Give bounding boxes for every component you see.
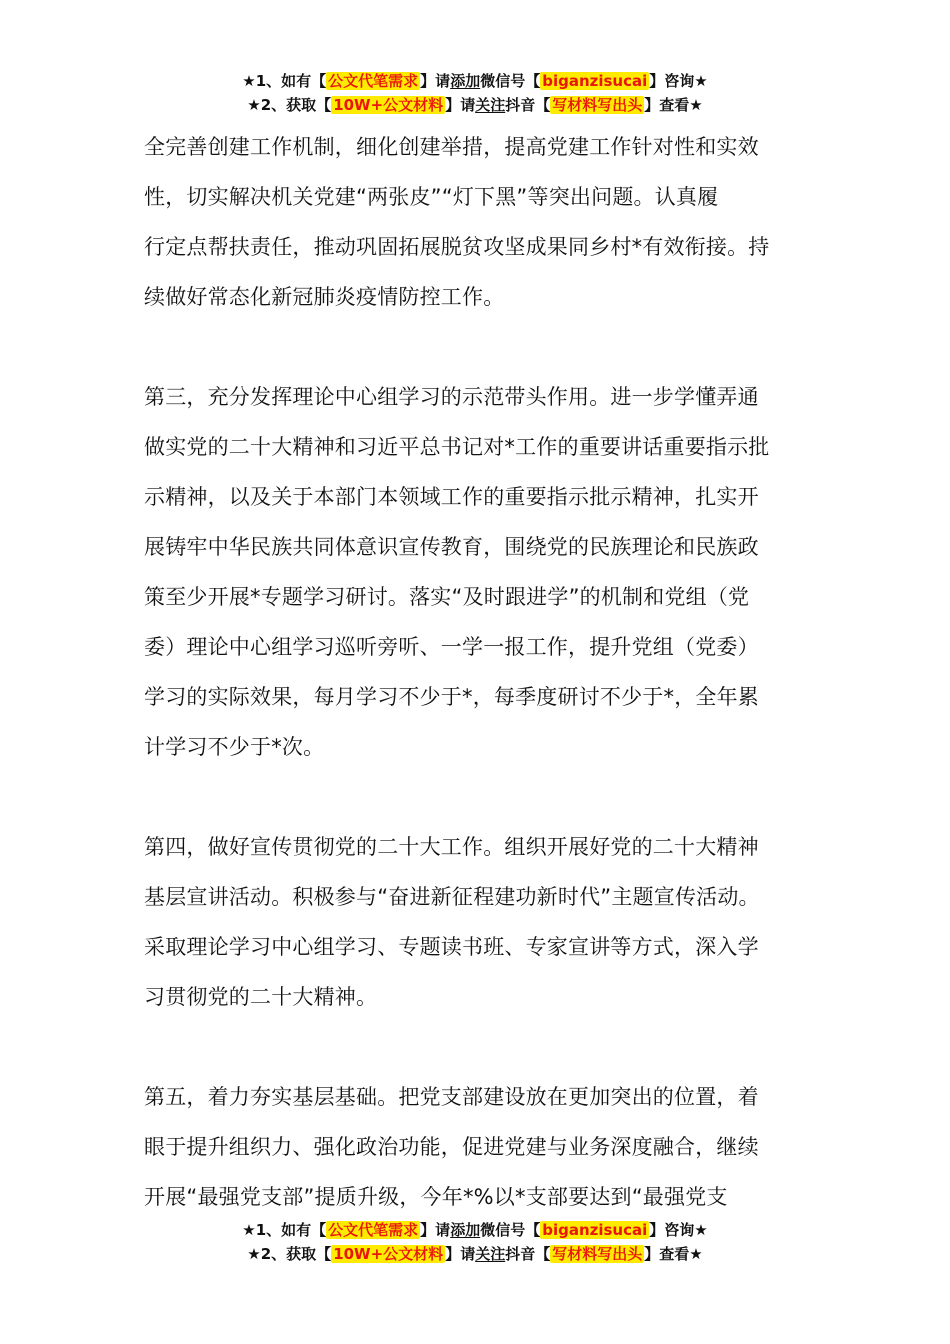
text-line: 示精神，以及关于本部门本领域工作的重要指示批示精神，扎实开 — [144, 485, 759, 509]
banner-line-2 — [0, 94, 950, 118]
paragraph-gap — [144, 322, 816, 372]
text-line: 第三，充分发挥理论中心组学习的示范带头作用。进一步学懂弄通 — [144, 385, 759, 409]
paragraph-gap — [144, 772, 816, 822]
text-line: 计学习不少于*次。 — [144, 735, 325, 759]
banner-text: 抖音【 — [505, 96, 551, 114]
highlight-wechat-id: biganzisucai — [542, 72, 648, 90]
text-line: 习贯彻党的二十大精神。 — [144, 985, 378, 1009]
banner-text: ★1、如有【 — [242, 1221, 327, 1239]
text-line: 展铸牢中华民族共同体意识宣传教育，围绕党的民族理论和民族政 — [144, 535, 759, 559]
text-line: 采取理论学习中心组学习、专题读书班、专家宣讲等方式，深入学 — [144, 935, 759, 959]
text-line: 开展“最强党支部”提质升级，今年*%以*支部要达到“最强党支 — [144, 1185, 728, 1209]
banner-text: 】咨询★ — [649, 72, 708, 90]
banner-line-2 — [0, 1243, 950, 1267]
text-line: 学习的实际效果，每月学习不少于*，每季度研讨不少于*，全年累 — [144, 685, 759, 709]
banner-text: 】请 — [445, 96, 476, 114]
text-line: 策至少开展*专题学习研讨。落实“及时跟进学”的机制和党组（党 — [144, 585, 750, 609]
banner-text: 】查看★ — [644, 1245, 703, 1263]
banner-text: 】请 — [420, 1221, 451, 1239]
document-body — [144, 122, 816, 1222]
underlined-text: 关注 — [475, 96, 506, 114]
header-banner — [0, 70, 950, 118]
highlight-service: 公文代笔需求 — [328, 1221, 419, 1239]
banner-text: 】查看★ — [644, 96, 703, 114]
underlined-text: 关注 — [475, 1245, 506, 1263]
text-line: 眼于提升组织力、强化政治功能，促进党建与业务深度融合，继续 — [144, 1135, 759, 1159]
highlight-wechat-id: biganzisucai — [542, 1221, 648, 1239]
text-line: 行定点帮扶责任，推动巩固拓展脱贫攻坚成果同乡村*有效衔接。持 — [144, 235, 770, 259]
text-line: 续做好常态化新冠肺炎疫情防控工作。 — [144, 285, 505, 309]
footer-banner — [0, 1219, 950, 1267]
text-line: 基层宣讲活动。积极参与“奋进新征程建功新时代”主题宣传活动。 — [144, 885, 760, 909]
paragraph-4 — [144, 1072, 816, 1222]
banner-text: ★2、获取【 — [247, 96, 332, 114]
banner-text: 】请 — [445, 1245, 476, 1263]
paragraph-gap — [144, 1022, 816, 1072]
text-line: 性，切实解决机关党建“两张皮”“灯下黑”等突出问题。认真履 — [144, 185, 719, 209]
banner-text: 】咨询★ — [649, 1221, 708, 1239]
paragraph-3 — [144, 822, 816, 1022]
highlight-service: 公文代笔需求 — [328, 72, 419, 90]
underlined-text: 添加 — [450, 1221, 481, 1239]
highlight-materials: 10W+公文材料 — [333, 96, 444, 114]
banner-line-1 — [0, 70, 950, 94]
text-line: 全完善创建工作机制，细化创建举措，提高党建工作针对性和实效 — [144, 135, 759, 159]
paragraph-2 — [144, 372, 816, 772]
text-line: 委）理论中心组学习巡听旁听、一学一报工作，提升党组（党委） — [144, 635, 759, 659]
text-line: 第四，做好宣传贯彻党的二十大工作。组织开展好党的二十大精神 — [144, 835, 759, 859]
paragraph-1 — [144, 122, 816, 322]
banner-text: 微信号【 — [480, 72, 541, 90]
banner-line-1 — [0, 1219, 950, 1243]
highlight-douyin-id: 写材料写出头 — [552, 96, 643, 114]
text-line: 第五，着力夯实基层基础。把党支部建设放在更加突出的位置，着 — [144, 1085, 759, 1109]
text-line: 做实党的二十大精神和习近平总书记对*工作的重要讲话重要指示批 — [144, 435, 770, 459]
banner-text: 】请 — [420, 72, 451, 90]
underlined-text: 添加 — [450, 72, 481, 90]
highlight-materials: 10W+公文材料 — [333, 1245, 444, 1263]
banner-text: 微信号【 — [480, 1221, 541, 1239]
banner-text: ★2、获取【 — [247, 1245, 332, 1263]
highlight-douyin-id: 写材料写出头 — [552, 1245, 643, 1263]
banner-text: 抖音【 — [505, 1245, 551, 1263]
banner-text: ★1、如有【 — [242, 72, 327, 90]
